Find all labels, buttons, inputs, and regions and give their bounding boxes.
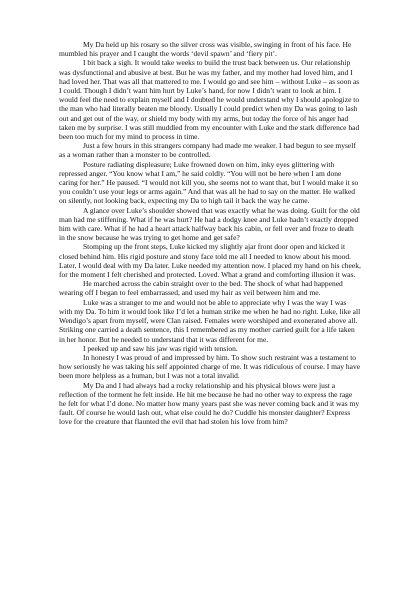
paragraph: Posture radiating displeasure; Luke frowned down on him, inky eyes glittering with repressed anger. “You know what I am,” he said coldly. “You will not be here when I am done caring for her.” He paused. “I would not kill you, she seems not to want that, but I would make it so you couldn’t use your legs or arms again.” And that was all he had to say on the matter. He walked on silently, not looking back, expecting my Da to high tail it back the way he came. [59, 159, 359, 206]
paragraph: My Da held up his rosary so the silver cross was visible, swinging in front of his face. He mumbled his prayer and I caught the words ‘devil spawn’ and ‘fiery pit’. [59, 40, 352, 59]
document-page [59, 40, 361, 427]
paragraph: In honesty I was proud of and impressed by him. To show such restraint was a testament to how seriously he was taking his self appointed charge of me. It was ridiculous of course. I may have been more helpless as a human, but I was not a total invalid. [59, 352, 361, 381]
paragraph: Luke was a stranger to me and would not be able to appreciate why I was the way I was with my Da. To him it would look like I’d let a human strike me when he had no right. Luke, like all Wendigo’s apart from myself, were Clan raised. Females were worshiped and exonerated above all. Striking one carried a death sentence, this I remembered as my mother carried guilt for a life taken in her honor. But he needed to understand that it was different for me. [59, 297, 361, 344]
paragraph: Stomping up the front steps, Luke kicked my slightly ajar front door open and kicked it closed behind him. His rigid posture and stony face told me all I needed to know about his mood. Later, I would deal with my Da later. Luke needed my attention now. I placed my hand on his cheek, for the moment I felt cherished and protected. Loved. What a grand and comforting illusion it was. [59, 242, 361, 280]
paragraph: Just a few hours in this strangers company had made me weaker. I had begun to see myself as a woman rather than a monster to be controlled. [59, 141, 356, 160]
paragraph: My Da and I had always had a rocky relationship and his physical blows were just a reflection of the torment he felt inside. He hit me because he had no other way to express the rage he felt for what I’d done. No matter how many years past she was never coming back and it was my fault. Of course he would lash out, what else could he do? Cuddle his monster daughter? Express love for the creature that flaunted the evil that had stolen his love from him? [59, 380, 360, 427]
paragraph: A glance over Luke’s shoulder showed that was exactly what he was doing. Guilt for the old man had me stiffening. What if he was hurt? He had a dodgy knee and Luke hadn’t exactly dropped him with care. What if he had a heart attack halfway back his cabin, or fell over and froze to death in the snow because he was trying to get home and get safe? [59, 205, 360, 243]
paragraph: I peeked up and saw his jaw was rigid with tension. [83, 343, 238, 353]
paragraph: He marched across the cabin straight over to the bed. The shock of what had happened wearing off I began to feel embarrassed, and used my hair as veil between him and me. [59, 279, 343, 298]
paragraph: I bit back a sigh. It would take weeks to build the trust back between us. Our relationship was dysfunctional and abusive at best. But he was my father, and my mother had loved him, and I had loved her. That was all that mattered to me. I would go and see him – without Luke – as soon as I could. Though I didn’t want him hurt by Luke’s hand, for now I didn’t want to look at him. I would feel the need to explain myself and I doubted he would understand why I should apologize to the man who had literally beaten me bloody. Usually I could predict when my Da was going to lash out and get out of the way, or shield my body with my arms, but today the force of his anger had taken me by surprise. I was still muddled from my encounter with Luke and the stark difference had been too much for my mind to process in time. [59, 58, 360, 142]
